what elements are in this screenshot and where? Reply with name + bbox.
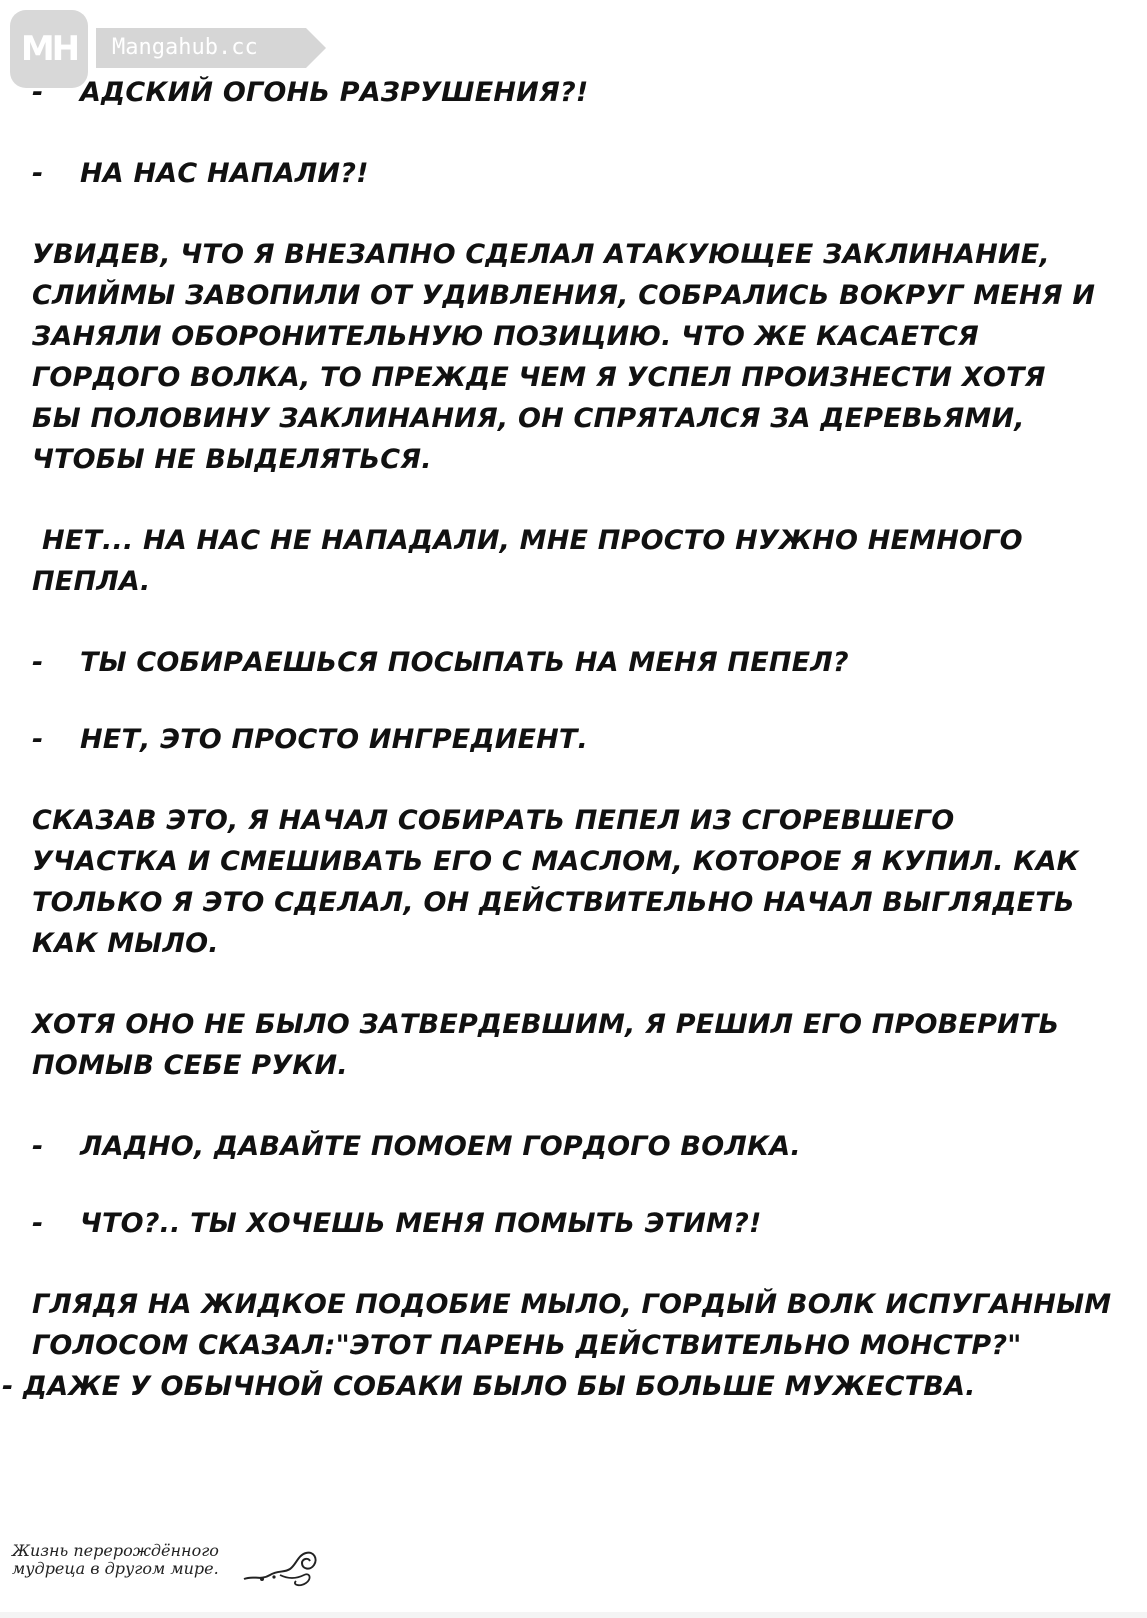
text-line: ГЛЯДЯ НА ЖИДКОЕ ПОДОБИЕ МЫЛО, ГОРДЫЙ ВОЛК ИСПУГАННЫМ (32, 1289, 1112, 1320)
text-line: БЫ ПОЛОВИНУ ЗАКЛИНАНИЯ, ОН СПРЯТАЛСЯ ЗА ДЕРЕВЬЯМИ, (32, 403, 1025, 434)
dialogue-text: ДАЖЕ У ОБЫЧНОЙ СОБАКИ БЫЛО БЫ БОЛЬШЕ МУЖЕСТВА. (23, 1371, 976, 1402)
dialogue-line-7 (2, 1366, 1112, 1407)
dialogue-line-6 (32, 1203, 1112, 1244)
dialogue-dash: - (32, 1208, 44, 1239)
watermark-arrow-icon (306, 28, 326, 68)
swirl-ornament-icon (240, 1545, 320, 1591)
dialogue-dash: - (2, 1371, 14, 1402)
dialogue-dash: - (32, 77, 44, 108)
text-line: УВИДЕВ, ЧТО Я ВНЕЗАПНО СДЕЛАЛ АТАКУЮЩЕЕ ЗАКЛИНАНИЕ, (32, 239, 1050, 270)
text-line: НЕТ... НА НАС НЕ НАПАДАЛИ, МНЕ ПРОСТО НУЖНО НЕМНОГО (42, 525, 1023, 556)
dialogue-dash: - (32, 158, 44, 189)
page-text (2, 72, 1112, 1407)
dialogue-text: ЧТО?.. ТЫ ХОЧЕШЬ МЕНЯ ПОМЫТЬ ЭТИМ?! (80, 1208, 762, 1239)
dialogue-dash: - (32, 647, 44, 678)
watermark-logo: MH (10, 10, 88, 88)
text-line: ПЕПЛА. (32, 566, 151, 597)
dialogue-line-1 (32, 72, 1112, 113)
dialogue-text: НА НАС НАПАЛИ?! (80, 158, 369, 189)
text-line: ЧТОБЫ НЕ ВЫДЕЛЯТЬСЯ. (32, 444, 432, 475)
narration-paragraph-1 (32, 234, 1112, 480)
text-line: ПОМЫВ СЕБЕ РУКИ. (32, 1050, 348, 1081)
text-line: СКАЗАВ ЭТО, Я НАЧАЛ СОБИРАТЬ ПЕПЕЛ ИЗ СГОРЕВШЕГО (32, 805, 955, 836)
watermark (6, 8, 336, 82)
text-line: ХОТЯ ОНО НЕ БЫЛО ЗАТВЕРДЕВШИМ, Я РЕШИЛ ЕГО ПРОВЕРИТЬ (32, 1009, 1060, 1040)
series-logo (8, 1535, 328, 1595)
series-title-line-2: мудреца в другом мире. (12, 1559, 219, 1578)
series-title-line-1: Жизнь перерождённого (12, 1541, 219, 1560)
text-line: ЗАНЯЛИ ОБОРОНИТЕЛЬНУЮ ПОЗИЦИЮ. ЧТО ЖЕ КАСАЕТСЯ (32, 321, 979, 352)
dialogue-text: ЛАДНО, ДАВАЙТЕ ПОМОЕМ ГОРДОГО ВОЛКА. (80, 1131, 801, 1162)
dialogue-text: АДСКИЙ ОГОНЬ РАЗРУШЕНИЯ?! (80, 77, 589, 108)
narration-paragraph-5 (32, 1284, 1112, 1366)
dialogue-line-5 (32, 1126, 1112, 1167)
dialogue-text: ТЫ СОБИРАЕШЬСЯ ПОСЫПАТЬ НА МЕНЯ ПЕПЕЛ? (80, 647, 849, 678)
text-line: УЧАСТКА И СМЕШИВАТЬ ЕГО С МАСЛОМ, КОТОРОЕ Я КУПИЛ. КАК (32, 846, 1079, 877)
dialogue-line-4 (32, 719, 1112, 760)
text-line: ГОРДОГО ВОЛКА, ТО ПРЕЖДЕ ЧЕМ Я УСПЕЛ ПРОИЗНЕСТИ ХОТЯ (32, 362, 1046, 393)
text-line: КАК МЫЛО. (32, 928, 219, 959)
narration-paragraph-3 (32, 800, 1112, 964)
text-line: ТОЛЬКО Я ЭТО СДЕЛАЛ, ОН ДЕЙСТВИТЕЛЬНО НАЧАЛ ВЫГЛЯДЕТЬ (32, 887, 1075, 918)
text-line: СЛИЙМЫ ЗАВОПИЛИ ОТ УДИВЛЕНИЯ, СОБРАЛИСЬ ВОКРУГ МЕНЯ И (32, 280, 1096, 311)
dialogue-line-2 (32, 153, 1112, 194)
dialogue-dash: - (32, 724, 44, 755)
narration-paragraph-2 (32, 520, 1112, 602)
dialogue-line-3 (32, 642, 1112, 683)
text-line: ГОЛОСОМ СКАЗАЛ:"ЭТОТ ПАРЕНЬ ДЕЙСТВИТЕЛЬНО МОНСТР?" (32, 1330, 1022, 1361)
dialogue-dash: - (32, 1131, 44, 1162)
narration-paragraph-4 (32, 1004, 1112, 1086)
watermark-site-label: Mangahub.cc (96, 28, 306, 68)
page-bottom-edge (0, 1612, 1147, 1618)
dialogue-text: НЕТ, ЭТО ПРОСТО ИНГРЕДИЕНТ. (80, 724, 589, 755)
